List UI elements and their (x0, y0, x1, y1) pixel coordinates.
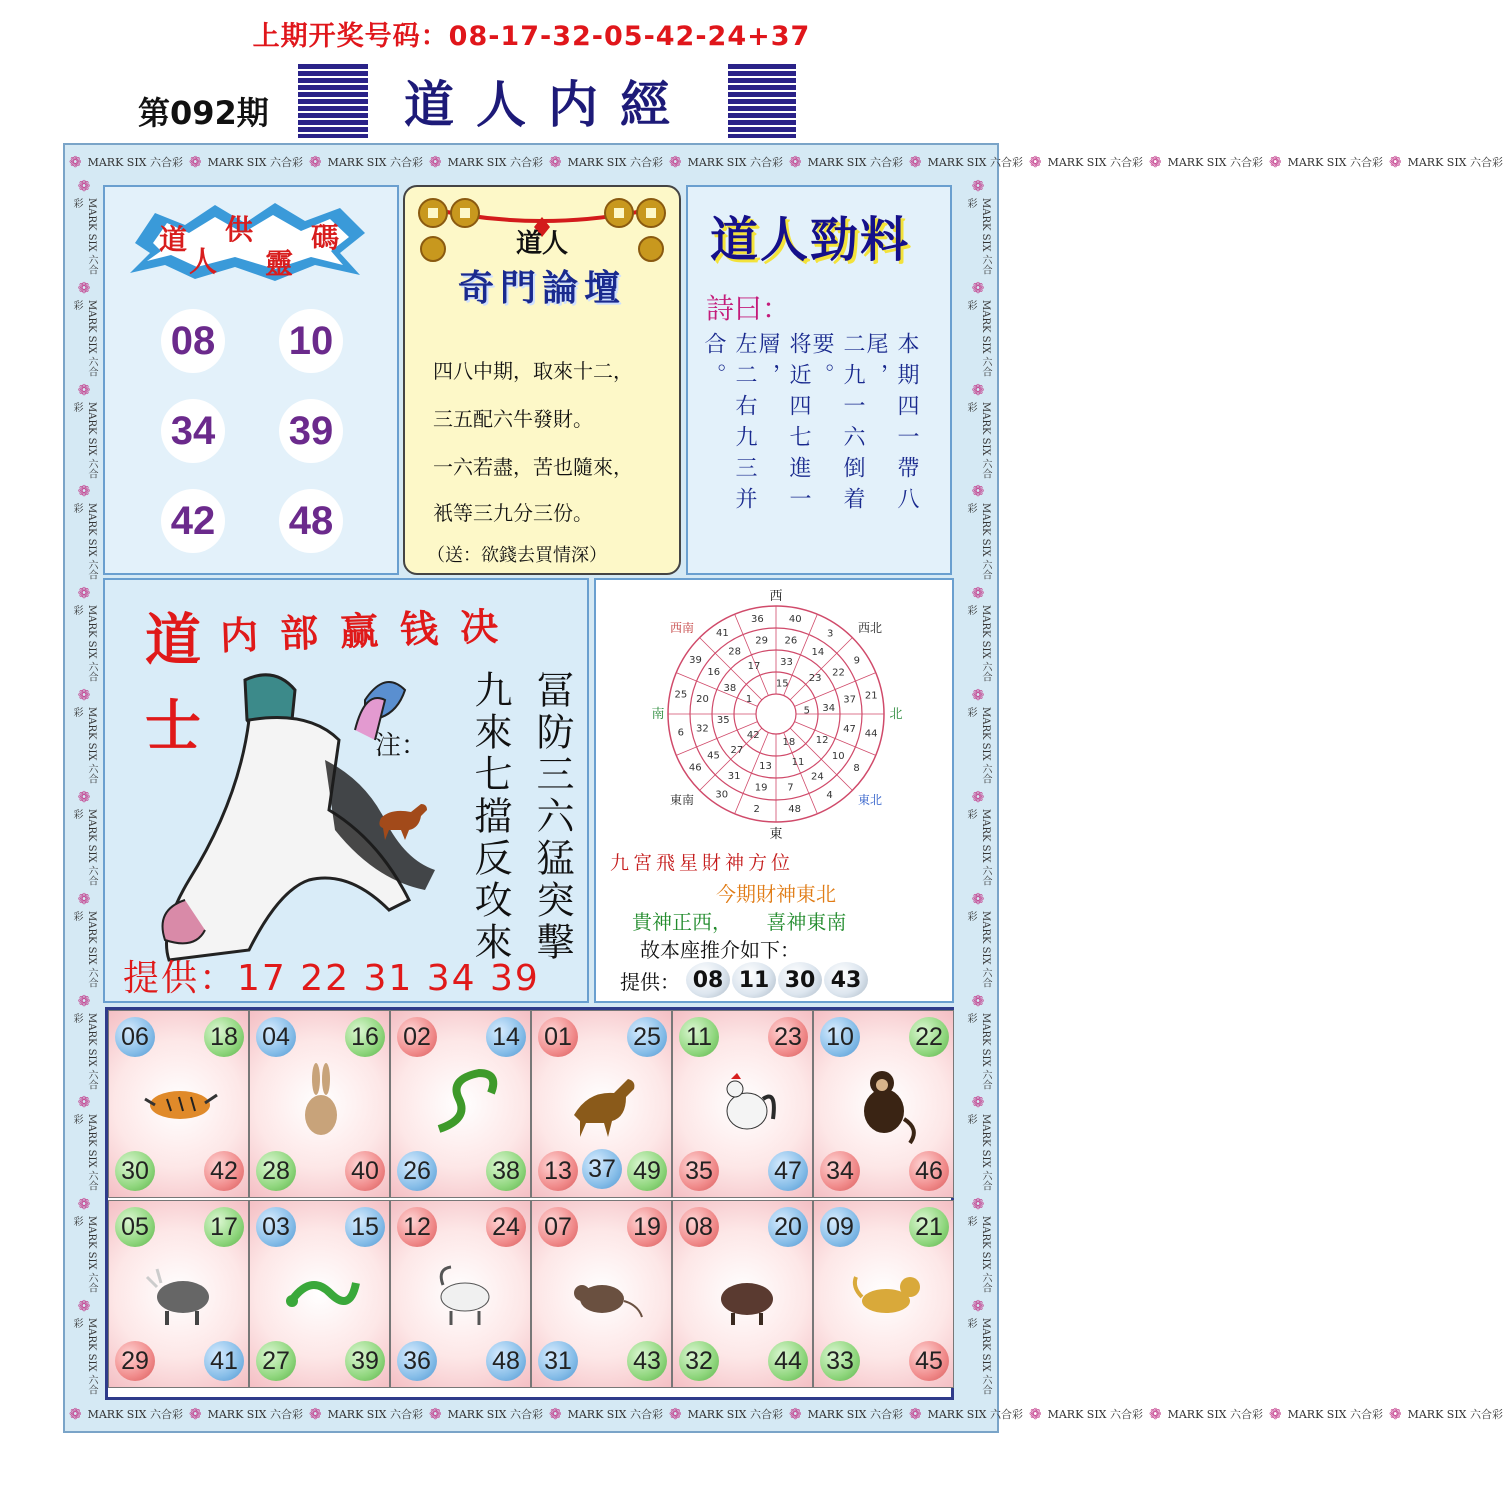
flower-icon: ❁ (77, 991, 91, 1010)
strip-label: MARK SIX 六合彩 (965, 1114, 991, 1192)
strip-label: MARK SIX 六合彩 (447, 1408, 543, 1421)
strip-label: MARK SIX 六合彩 (71, 401, 97, 479)
flower-icon: ❁ (971, 991, 985, 1010)
zodiac-number-ball: 36 (397, 1341, 437, 1381)
zodiac-number-ball: 27 (256, 1341, 296, 1381)
zodiac-number-ball: 43 (627, 1341, 667, 1381)
zodiac-number-ball: 15 (345, 1207, 385, 1247)
poem-column: 将近四七進一層， (755, 332, 811, 518)
poem-column: 本期四一帶八尾， (863, 332, 919, 518)
forum-line: 三五配六牛發財。 (433, 407, 593, 431)
spirit-number: 10 (279, 309, 343, 373)
zodiac-number-ball: 49 (627, 1151, 667, 1191)
poem-label: 詩曰： (706, 292, 791, 325)
tiger-icon (137, 1059, 223, 1145)
compass-ring-number: 17 (747, 660, 761, 672)
forum-line: 衹等三九分三份。 (433, 501, 593, 525)
strip-label: MARK SIX 六合彩 (1407, 156, 1503, 169)
zodiac-number-ball: 10 (820, 1017, 860, 1057)
dog-icon (842, 1249, 928, 1335)
page-title: 道人内經 (368, 64, 728, 138)
compass-ring-number: 21 (864, 690, 878, 702)
zodiac-cell-dragon (249, 1200, 390, 1388)
forum-note: （送：欲錢去買情深） (427, 545, 607, 566)
flower-icon: ❁ (669, 153, 682, 171)
compass-ring-number: 13 (759, 760, 772, 772)
secret-provide-numbers: 提供：17 22 31 34 39 (123, 958, 540, 999)
strip-label: MARK SIX 六合彩 (1047, 1408, 1143, 1421)
flower-icon: ❁ (77, 584, 91, 603)
strip-label: MARK SIX 六合彩 (207, 156, 303, 169)
flower-icon: ❁ (971, 278, 985, 297)
compass-ring-number: 25 (674, 689, 688, 701)
strip-label: MARK SIX 六合彩 (965, 1216, 991, 1294)
strip-label: MARK SIX 六合彩 (1167, 1408, 1263, 1421)
frame-strip-left (69, 177, 99, 1399)
strip-label: MARK SIX 六合彩 (1287, 156, 1383, 169)
flower-icon: ❁ (1269, 153, 1282, 171)
strip-label: MARK SIX 六合彩 (71, 707, 97, 784)
last-draw-numbers: 上期开奖号码：08-17-32-05-42-24+37 (252, 21, 811, 52)
compass-ring-number: 39 (689, 654, 702, 666)
compass-ring-number: 36 (751, 613, 764, 625)
zodiac-number-ball: 06 (115, 1017, 155, 1057)
strip-label: MARK SIX 六合彩 (687, 156, 783, 169)
secret-note: 注： (375, 731, 428, 761)
zodiac-number-ball: 35 (679, 1151, 719, 1191)
compass-ring-number: 11 (791, 757, 805, 769)
zodiac-cell-dog (813, 1200, 954, 1388)
strip-label: MARK SIX 六合彩 (927, 156, 1023, 169)
compass-panel (594, 578, 954, 1003)
title-banner (298, 64, 796, 138)
strip-label: MARK SIX 六合彩 (567, 1408, 663, 1421)
zodiac-number-ball: 45 (909, 1341, 949, 1381)
zodiac-cell-tiger (108, 1010, 249, 1198)
strip-label: MARK SIX 六合彩 (207, 1408, 303, 1421)
compass-provide (620, 962, 870, 998)
strip-label: MARK SIX 六合彩 (71, 299, 97, 377)
compass-dir-se: 東南 (669, 793, 695, 807)
zodiac-number-ball: 44 (768, 1341, 808, 1381)
zodiac-number-ball: 42 (204, 1151, 244, 1191)
strip-label: MARK SIX 六合彩 (71, 503, 97, 581)
strip-label: MARK SIX 六合彩 (1047, 156, 1143, 169)
zodiac-cell-horse (531, 1010, 672, 1198)
provide-ball: 30 (778, 962, 822, 998)
compass-ring-number: 35 (716, 715, 730, 726)
spirit-title-char: 碼 (311, 221, 340, 254)
zodiac-number-ball: 46 (909, 1151, 949, 1191)
compass-ring-number: 26 (784, 635, 798, 647)
strip-label: MARK SIX 六合彩 (965, 1318, 991, 1395)
compass-ring-number: 40 (788, 613, 802, 625)
flower-icon: ❁ (1389, 1405, 1402, 1423)
zodiac-number-ball: 21 (909, 1207, 949, 1247)
strip-label: MARK SIX 六合彩 (965, 198, 991, 275)
compass-ring-number: 24 (811, 771, 824, 783)
strip-label: MARK SIX 六合彩 (1287, 1408, 1383, 1421)
compass-dir-ne: 東北 (857, 793, 883, 807)
provide-ball: 11 (732, 962, 776, 998)
spirit-number: 39 (279, 399, 343, 463)
strip-label: MARK SIX 六合彩 (71, 1012, 97, 1090)
strip-label: MARK SIX 六合彩 (965, 299, 991, 377)
compass-dir-north: 北 (889, 707, 903, 722)
flower-icon: ❁ (971, 686, 985, 705)
compass-wealth: 今期財神東北 (716, 882, 836, 906)
strip-label: MARK SIX 六合彩 (71, 1318, 97, 1395)
flower-icon: ❁ (1029, 1405, 1042, 1423)
flower-icon: ❁ (971, 1195, 985, 1214)
zodiac-number-ball: 05 (115, 1207, 155, 1247)
zodiac-cell-rat (531, 1200, 672, 1388)
flower-icon: ❁ (971, 177, 985, 195)
flower-icon: ❁ (909, 1405, 922, 1423)
spirit-number: 42 (161, 489, 225, 553)
strip-label: MARK SIX 六合彩 (965, 910, 991, 988)
flower-icon: ❁ (971, 1093, 985, 1112)
horse-icon (375, 800, 437, 840)
spirit-title-char: 道 (159, 223, 188, 256)
flower-icon: ❁ (789, 153, 802, 171)
zodiac-number-ball: 39 (345, 1341, 385, 1381)
zodiac-grid (105, 1007, 954, 1400)
forum-title: 奇門論壇 (457, 268, 626, 309)
zodiac-number-ball: 30 (115, 1151, 155, 1191)
frame-strip-bottom (69, 1399, 1503, 1429)
provide-ball: 08 (686, 962, 730, 998)
compass-ring-number: 29 (755, 635, 768, 647)
compass-heading: 九宮飛星財神方位 (610, 852, 795, 874)
compass-ring-number: 22 (832, 667, 845, 679)
zodiac-number-ball: 02 (397, 1017, 437, 1057)
compass-ring-number: 19 (754, 782, 768, 794)
zodiac-number-ball: 19 (627, 1207, 667, 1247)
flower-icon: ❁ (309, 1405, 322, 1423)
zodiac-number-ball: 37 (582, 1149, 622, 1189)
poem-column: 左二右九三并合。 (701, 332, 757, 518)
zodiac-number-ball: 25 (627, 1017, 667, 1057)
poem-column: 二九一六倒着要。 (809, 332, 865, 518)
spirit-numbers-panel (103, 185, 399, 575)
flower-icon: ❁ (77, 380, 91, 399)
forum-subtitle: 道人 (515, 229, 568, 259)
secret-title: 内部赢钱决 (219, 602, 521, 659)
compass-ring-number: 12 (815, 735, 829, 747)
flower-icon: ❁ (77, 686, 91, 705)
flower-icon: ❁ (77, 787, 91, 806)
zodiac-number-ball: 14 (486, 1017, 526, 1057)
compass-joy: 喜神東南 (766, 910, 847, 934)
strip-label: MARK SIX 六合彩 (807, 156, 903, 169)
rat-icon (560, 1249, 646, 1335)
rooster-icon (701, 1059, 787, 1145)
compass-provide-label: 提供： (620, 969, 680, 994)
compass-ring-number: 34 (822, 703, 836, 714)
spirit-number: 48 (279, 489, 343, 553)
flower-icon: ❁ (1269, 1405, 1282, 1423)
compass-ring-number: 37 (843, 694, 856, 706)
spirit-title-char: 靈 (265, 247, 294, 280)
zodiac-number-ball: 23 (768, 1017, 808, 1057)
flower-icon: ❁ (429, 1405, 442, 1423)
flower-icon: ❁ (189, 153, 202, 171)
compass-ring-number: 14 (811, 646, 825, 658)
strip-label: MARK SIX 六合彩 (71, 605, 97, 683)
flower-icon: ❁ (309, 153, 322, 171)
flower-icon: ❁ (429, 153, 442, 171)
forum-line: 一六若盡，苦也隨來， (433, 455, 633, 479)
zodiac-number-ball: 41 (204, 1341, 244, 1381)
zodiac-number-ball: 33 (820, 1341, 860, 1381)
strip-label: MARK SIX 六合彩 (71, 808, 97, 886)
compass-ring-number: 32 (696, 723, 709, 735)
compass-ring-number: 18 (782, 737, 796, 749)
tips-panel (686, 185, 952, 575)
compass-noble: 貴神正西， (632, 910, 732, 934)
zodiac-number-ball: 12 (397, 1207, 437, 1247)
strip-label: MARK SIX 六合彩 (1167, 156, 1263, 169)
flower-icon: ❁ (69, 153, 82, 171)
strip-label: MARK SIX 六合彩 (927, 1408, 1023, 1421)
flower-icon: ❁ (77, 177, 91, 195)
flower-icon: ❁ (971, 482, 985, 501)
zodiac-number-ball: 09 (820, 1207, 860, 1247)
compass-ring-number: 44 (864, 728, 878, 740)
compass-dir-south: 南 (651, 707, 665, 722)
pig-icon (701, 1249, 787, 1335)
frame-strip-right (963, 177, 993, 1399)
strip-label: MARK SIX 六合彩 (87, 1408, 183, 1421)
monkey-icon (842, 1059, 928, 1145)
strip-label: MARK SIX 六合彩 (965, 401, 991, 479)
horse-icon (560, 1059, 646, 1145)
strip-label: MARK SIX 六合彩 (567, 156, 663, 169)
compass-gods (632, 906, 932, 935)
strip-label: MARK SIX 六合彩 (71, 198, 97, 275)
compass-ring-number: 20 (696, 694, 709, 706)
forum-heading (405, 223, 679, 311)
zodiac-number-ball: 17 (204, 1207, 244, 1247)
compass-dir-nw: 西北 (857, 621, 883, 635)
forum-panel (403, 185, 681, 575)
compass-ring-number: 33 (780, 657, 793, 669)
strip-label: MARK SIX 六合彩 (965, 707, 991, 784)
flower-icon: ❁ (1149, 1405, 1162, 1423)
spirit-number: 08 (161, 309, 225, 373)
zodiac-number-ball: 04 (256, 1017, 296, 1057)
secret-column: 冨防三六猛突擊 (530, 670, 574, 964)
zodiac-number-ball: 07 (538, 1207, 578, 1247)
flower-icon: ❁ (971, 380, 985, 399)
flower-icon: ❁ (69, 1405, 82, 1423)
compass-ring-number: 48 (788, 804, 801, 816)
flower-icon: ❁ (77, 1195, 91, 1214)
compass-ring-number: 47 (843, 723, 856, 735)
spirit-title (125, 203, 375, 283)
frame-strip-top (69, 147, 1503, 177)
compass-ring-number: 5 (803, 705, 810, 717)
zodiac-number-ball: 28 (256, 1151, 296, 1191)
flower-icon: ❁ (1389, 153, 1402, 171)
spirit-number: 34 (161, 399, 225, 463)
compass-ring-number: 3 (827, 628, 834, 640)
zodiac-number-ball: 26 (397, 1151, 437, 1191)
flower-icon: ❁ (971, 1297, 985, 1316)
compass-ring-number: 28 (728, 646, 741, 658)
strip-label: MARK SIX 六合彩 (807, 1408, 903, 1421)
dragon-icon (278, 1249, 364, 1335)
spirit-title-char: 人 (189, 245, 218, 278)
flower-icon: ❁ (77, 482, 91, 501)
zodiac-number-ball: 31 (538, 1341, 578, 1381)
compass-ring-number: 6 (677, 727, 684, 739)
zodiac-number-ball: 11 (679, 1017, 719, 1057)
compass-ring-number: 46 (688, 762, 702, 774)
strip-label: MARK SIX 六合彩 (965, 808, 991, 886)
zodiac-cell-goat (390, 1200, 531, 1388)
compass-ring-number: 30 (715, 789, 729, 801)
zodiac-cell-pig (672, 1200, 813, 1388)
issue-number: 第092期 (138, 94, 269, 132)
compass-ring-number: 38 (723, 682, 737, 694)
compass-ring-number: 42 (746, 730, 760, 741)
flower-icon: ❁ (77, 1093, 91, 1112)
zodiac-number-ball: 18 (204, 1017, 244, 1057)
compass-ring-number: 41 (716, 628, 729, 640)
compass-recommend: 故本座推介如下： (640, 938, 800, 962)
flower-icon: ❁ (549, 1405, 562, 1423)
flower-icon: ❁ (77, 278, 91, 297)
flower-icon: ❁ (77, 1297, 91, 1316)
compass-ring-number: 23 (808, 673, 822, 685)
zodiac-number-ball: 47 (768, 1151, 808, 1191)
zodiac-number-ball: 24 (486, 1207, 526, 1247)
zodiac-number-ball: 32 (679, 1341, 719, 1381)
flower-icon: ❁ (549, 153, 562, 171)
zodiac-cell-snake (390, 1010, 531, 1198)
strip-label: MARK SIX 六合彩 (87, 156, 183, 169)
zodiac-number-ball: 38 (486, 1151, 526, 1191)
flower-icon: ❁ (189, 1405, 202, 1423)
compass-dir-west: 西 (769, 589, 783, 604)
secret-panel (103, 578, 589, 1003)
goat-icon (419, 1249, 505, 1335)
forum-line: 四八中期，取來十二， (433, 359, 633, 383)
zodiac-number-ball: 08 (679, 1207, 719, 1247)
spirit-title-char: 供 (225, 213, 254, 246)
compass-ring-number: 10 (831, 750, 845, 762)
zodiac-number-ball: 29 (115, 1341, 155, 1381)
strip-label: MARK SIX 六合彩 (965, 503, 991, 581)
compass-ring-number: 31 (727, 771, 741, 783)
zodiac-cell-ox (108, 1200, 249, 1388)
strip-label: MARK SIX 六合彩 (327, 156, 423, 169)
zodiac-number-ball: 01 (538, 1017, 578, 1057)
strip-label: MARK SIX 六合彩 (1407, 1408, 1503, 1421)
zodiac-number-ball: 48 (486, 1341, 526, 1381)
strip-label: MARK SIX 六合彩 (447, 156, 543, 169)
compass-ring-number: 4 (826, 789, 833, 801)
compass-ring-number: 15 (775, 678, 789, 690)
secret-column: 九來七擋反攻來 (468, 670, 512, 964)
flower-icon: ❁ (971, 584, 985, 603)
rabbit-icon (278, 1059, 364, 1145)
snake-icon (419, 1059, 505, 1145)
flower-icon: ❁ (1029, 153, 1042, 171)
zodiac-number-ball: 03 (256, 1207, 296, 1247)
zodiac-number-ball: 20 (768, 1207, 808, 1247)
zodiac-cell-rooster (672, 1010, 813, 1198)
compass-ring-number: 27 (730, 744, 744, 756)
compass-ring-number: 9 (853, 655, 860, 667)
flower-icon: ❁ (77, 889, 91, 908)
ox-icon (137, 1249, 223, 1335)
compass-ring-number: 1 (745, 693, 753, 705)
compass-ring-number: 16 (707, 667, 721, 679)
compass-dir-east: 東 (769, 827, 783, 842)
flower-icon: ❁ (971, 889, 985, 908)
flower-icon: ❁ (669, 1405, 682, 1423)
nine-palace-compass (648, 586, 904, 842)
secret-side-title: 道士 (136, 610, 202, 782)
strip-label: MARK SIX 六合彩 (71, 1216, 97, 1294)
zodiac-number-ball: 34 (820, 1151, 860, 1191)
zodiac-number-ball: 22 (909, 1017, 949, 1057)
strip-label: MARK SIX 六合彩 (71, 1114, 97, 1192)
strip-label: MARK SIX 六合彩 (687, 1408, 783, 1421)
compass-ring-number: 45 (707, 750, 720, 762)
compass-dir-sw: 西南 (669, 621, 695, 635)
zodiac-cell-monkey (813, 1010, 954, 1198)
strip-label: MARK SIX 六合彩 (327, 1408, 423, 1421)
zodiac-number-ball: 40 (345, 1151, 385, 1191)
provide-ball: 43 (824, 962, 868, 998)
compass-ring-number: 8 (853, 763, 860, 775)
strip-label: MARK SIX 六合彩 (965, 605, 991, 683)
flower-icon: ❁ (1149, 153, 1162, 171)
flower-icon: ❁ (971, 787, 985, 806)
strip-label: MARK SIX 六合彩 (71, 910, 97, 988)
zodiac-number-ball: 13 (538, 1151, 578, 1191)
strip-label: MARK SIX 六合彩 (965, 1012, 991, 1090)
compass-ring-number: 7 (787, 782, 794, 794)
flower-icon: ❁ (789, 1405, 802, 1423)
zodiac-number-ball: 16 (345, 1017, 385, 1057)
flower-icon: ❁ (909, 153, 922, 171)
compass-ring-number: 2 (753, 804, 760, 816)
tips-title: 道人勁料 (710, 212, 911, 268)
zodiac-cell-rabbit (249, 1010, 390, 1198)
